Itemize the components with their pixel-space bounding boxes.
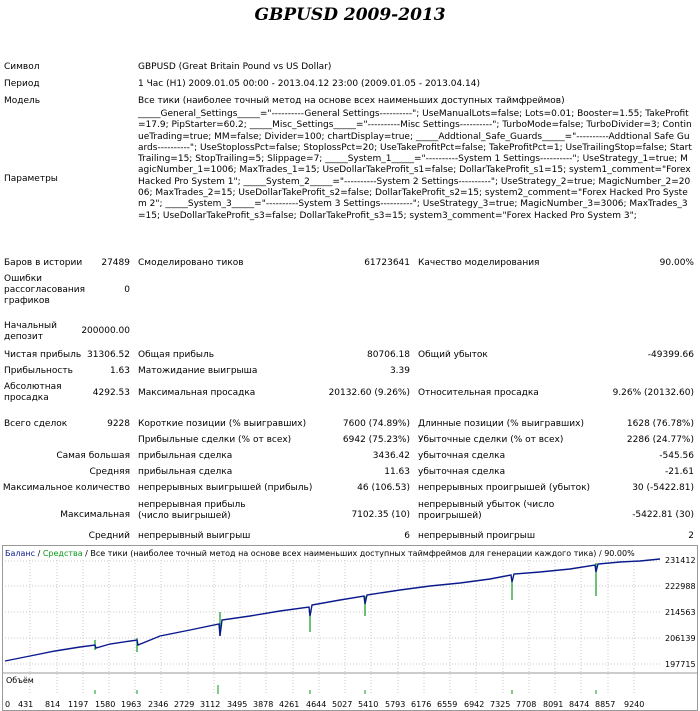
ticks-label: Смоделировано тиков	[138, 258, 244, 268]
bars-value: 27489	[101, 258, 130, 268]
largest-loss-value: -545.56	[659, 451, 694, 461]
report-title: GBPUSD 2009-2013	[254, 5, 446, 25]
y-tick-label: 206139	[665, 634, 696, 643]
max-dd-label: Максимальная просадка	[138, 388, 256, 398]
expect-value: 3.39	[389, 366, 410, 376]
max-count-profit-value: 46 (106.53)	[357, 483, 410, 493]
x-tick-label: 1197	[68, 700, 89, 709]
x-tick-label: 2346	[148, 700, 169, 709]
average-loss-value: -21.61	[664, 467, 694, 477]
pf-label: Прибыльность	[4, 366, 73, 376]
deposit-label: Начальный депозит	[4, 321, 58, 342]
gross-loss-value: -49399.66	[647, 350, 694, 360]
params-value: _____General_Settings_____="----------General Settings----------"; UseManualLots=false; Lots=0.01; Booster=1.55; TakeProfit=17.9; PipStarter=60.2; _____Misc_Settings_____="----------Misc Settings----------"; TurboMode=false; TurboDivider=3; ContinueTrading=true; MM=false; Divider=100; chartDisplay=true; _____Addtional_Safe_Guards_____="----------Addtional Safe Guards----------"; UseStoplossPct=false; StoplossPct=20; UseTakeProfitPct=false; TakeProfitPct=1; UseTrailingStop=false; StartTrailing=15; StopTrailing=5; Slippage=7; _____System_1_____="----------System 1 Settings----------"; UseStrategy_1=true; MagicNumber_1=1006; MaxTrades_1=15; UseDollarTakeProfit_s1=false; DollarTakeProfit_s1=15; system1_comment="Forex Hacked Pro System 1"; _____System_2_____="----------System 2 Settings----------"; UseStrategy_2=true; MagicNumber_2=2006; MaxTrades_2=15; UseDollarTakeProfit_s2=false; DollarTakeProfit_s2=15; system2_comment="Forex Hacked Pro System 2"; _____System_3_____="----------System 3 Settings----------"; UseStrategy_3=true; MagicNumber_3=3006; MaxTrades_3=15; UseDollarTakeProfit_s3=false; DollarTakeProfit_s3=15; system3_comment="Forex Hacked Pro System 3";	[138, 109, 692, 221]
max-count-loss-label: непрерывных проигрышей (убыток)	[418, 483, 591, 493]
gross-loss-label: Общий убыток	[418, 350, 488, 360]
legend-description: / Все тики (наиболее точный метод на основе всех наименьших доступных таймфреймов для генерации каждого тика) / 90.00%	[82, 549, 635, 558]
x-tick-label: 8091	[543, 700, 564, 709]
avg-cons-profit-label: непрерывный выигрыш	[138, 531, 251, 541]
abs-dd-value: 4292.53	[92, 388, 130, 398]
model-value: Все тики (наиболее точный метод на основе всех наименьших доступных таймфреймов)	[138, 96, 565, 106]
largest-loss-label: убыточная сделка	[418, 451, 506, 461]
max-count-profit-label: непрерывных выигрышей (прибыль)	[138, 483, 313, 493]
y-tick-label: 214563	[665, 608, 696, 617]
x-tick-label: 431	[18, 700, 34, 709]
trades-value: 9228	[107, 419, 130, 429]
long-value: 1628 (76.78%)	[626, 419, 694, 429]
legend-equity: Средства	[42, 549, 83, 558]
largest-profit-value: 3436.42	[372, 451, 410, 461]
x-tick-label: 7325	[490, 700, 511, 709]
rel-dd-value: 9.26% (20132.60)	[612, 388, 694, 398]
ticks-value: 61723641	[364, 258, 410, 268]
deposit-value: 200000.00	[81, 326, 130, 336]
average-profit-value: 11.63	[384, 467, 410, 477]
short-label: Короткие позиции (% выигравших)	[138, 419, 307, 429]
x-tick-label: 7708	[516, 700, 537, 709]
quality-label: Качество моделирования	[418, 258, 540, 268]
profit-trades-value: 6942 (75.23%)	[342, 435, 410, 445]
net-label: Чистая прибыль	[4, 350, 82, 360]
quality-value: 90.00%	[659, 258, 694, 268]
x-tick-label: 1580	[95, 700, 116, 709]
y-tick-label: 197715	[665, 660, 696, 669]
errors-value: 0	[124, 285, 130, 295]
y-tick-label: 222988	[665, 582, 696, 591]
x-tick-label: 6559	[437, 700, 458, 709]
x-tick-label: 8474	[569, 700, 590, 709]
avg-cons-loss-value: 2	[688, 531, 694, 541]
bars-label: Баров в истории	[4, 258, 83, 268]
x-tick-label: 9240	[624, 700, 645, 709]
largest-prefix: Самая большая	[56, 451, 130, 461]
legend-separator: /	[35, 549, 43, 558]
model-label: Модель	[4, 96, 41, 106]
gross-profit-value: 80706.18	[367, 350, 410, 360]
expect-label: Матожидание выигрыша	[138, 366, 258, 376]
max-count-prefix: Максимальное количество	[2, 483, 130, 493]
x-tick-label: 8857	[595, 700, 616, 709]
legend-balance: Баланс	[5, 549, 36, 558]
net-value: 31306.52	[87, 350, 130, 360]
period-value: 1 Час (H1) 2009.01.05 00:00 - 2013.04.12 23:00 (2009.01.05 - 2013.04.14)	[138, 79, 480, 89]
max-amount-prefix: Максимальная	[60, 510, 130, 520]
x-tick-label: 6942	[464, 700, 485, 709]
x-tick-label: 5027	[332, 700, 353, 709]
symbol-value: GBPUSD (Great Britain Pound vs US Dollar)	[138, 62, 332, 72]
profit-trades-label: Прибыльные сделки (% от всех)	[138, 435, 292, 445]
avg-cons-prefix: Средний	[88, 531, 130, 541]
max-dd-value: 20132.60 (9.26%)	[328, 388, 410, 398]
average-loss-label: убыточная сделка	[418, 467, 506, 477]
gross-profit-label: Общая прибыль	[138, 350, 215, 360]
trades-label: Всего сделок	[4, 419, 68, 429]
short-value: 7600 (74.89%)	[342, 419, 410, 429]
max-amount-profit-label: непрерывная прибыль (число выигрышей)	[138, 500, 246, 521]
x-tick-label: 3495	[227, 700, 248, 709]
volume-label: Объём	[6, 676, 34, 685]
balance-line	[5, 559, 660, 661]
y-tick-label: 231412	[665, 556, 696, 565]
loss-trades-label: Убыточные сделки (% от всех)	[418, 435, 564, 445]
x-tick-label: 2729	[174, 700, 195, 709]
x-tick-label: 814	[45, 700, 61, 709]
abs-dd-label: Абсолютная просадка	[4, 382, 62, 403]
symbol-label: Символ	[4, 62, 40, 72]
x-tick-label: 3878	[253, 700, 274, 709]
params-label: Параметры	[4, 174, 58, 184]
x-tick-label: 6176	[411, 700, 432, 709]
max-amount-profit-value: 7102.35 (10)	[351, 510, 410, 520]
rel-dd-label: Относительная просадка	[418, 388, 539, 398]
avg-cons-profit-value: 6	[404, 531, 410, 541]
x-tick-label: 0	[5, 700, 11, 709]
max-amount-loss-value: -5422.81 (30)	[632, 510, 694, 520]
pf-value: 1.63	[109, 366, 130, 376]
period-label: Период	[4, 79, 40, 89]
max-count-loss-value: 30 (-5422.81)	[632, 483, 694, 493]
x-tick-label: 4261	[279, 700, 300, 709]
errors-label: Ошибки рассогласования графиков	[4, 274, 86, 306]
avg-cons-loss-label: непрерывный проигрыш	[418, 531, 536, 541]
loss-trades-value: 2286 (24.77%)	[626, 435, 694, 445]
x-tick-label: 5793	[385, 700, 406, 709]
average-prefix: Средняя	[89, 467, 130, 477]
x-tick-label: 5410	[358, 700, 379, 709]
chart-grid	[5, 560, 662, 694]
long-label: Длинные позиции (% выигравших)	[418, 419, 584, 429]
x-tick-label: 1963	[121, 700, 142, 709]
x-tick-label: 4644	[306, 700, 327, 709]
max-amount-loss-label: непрерывный убыток (число проигрышей)	[418, 500, 555, 521]
average-profit-label: прибыльная сделка	[138, 467, 233, 477]
largest-profit-label: прибыльная сделка	[138, 451, 233, 461]
x-tick-label: 3112	[200, 700, 221, 709]
